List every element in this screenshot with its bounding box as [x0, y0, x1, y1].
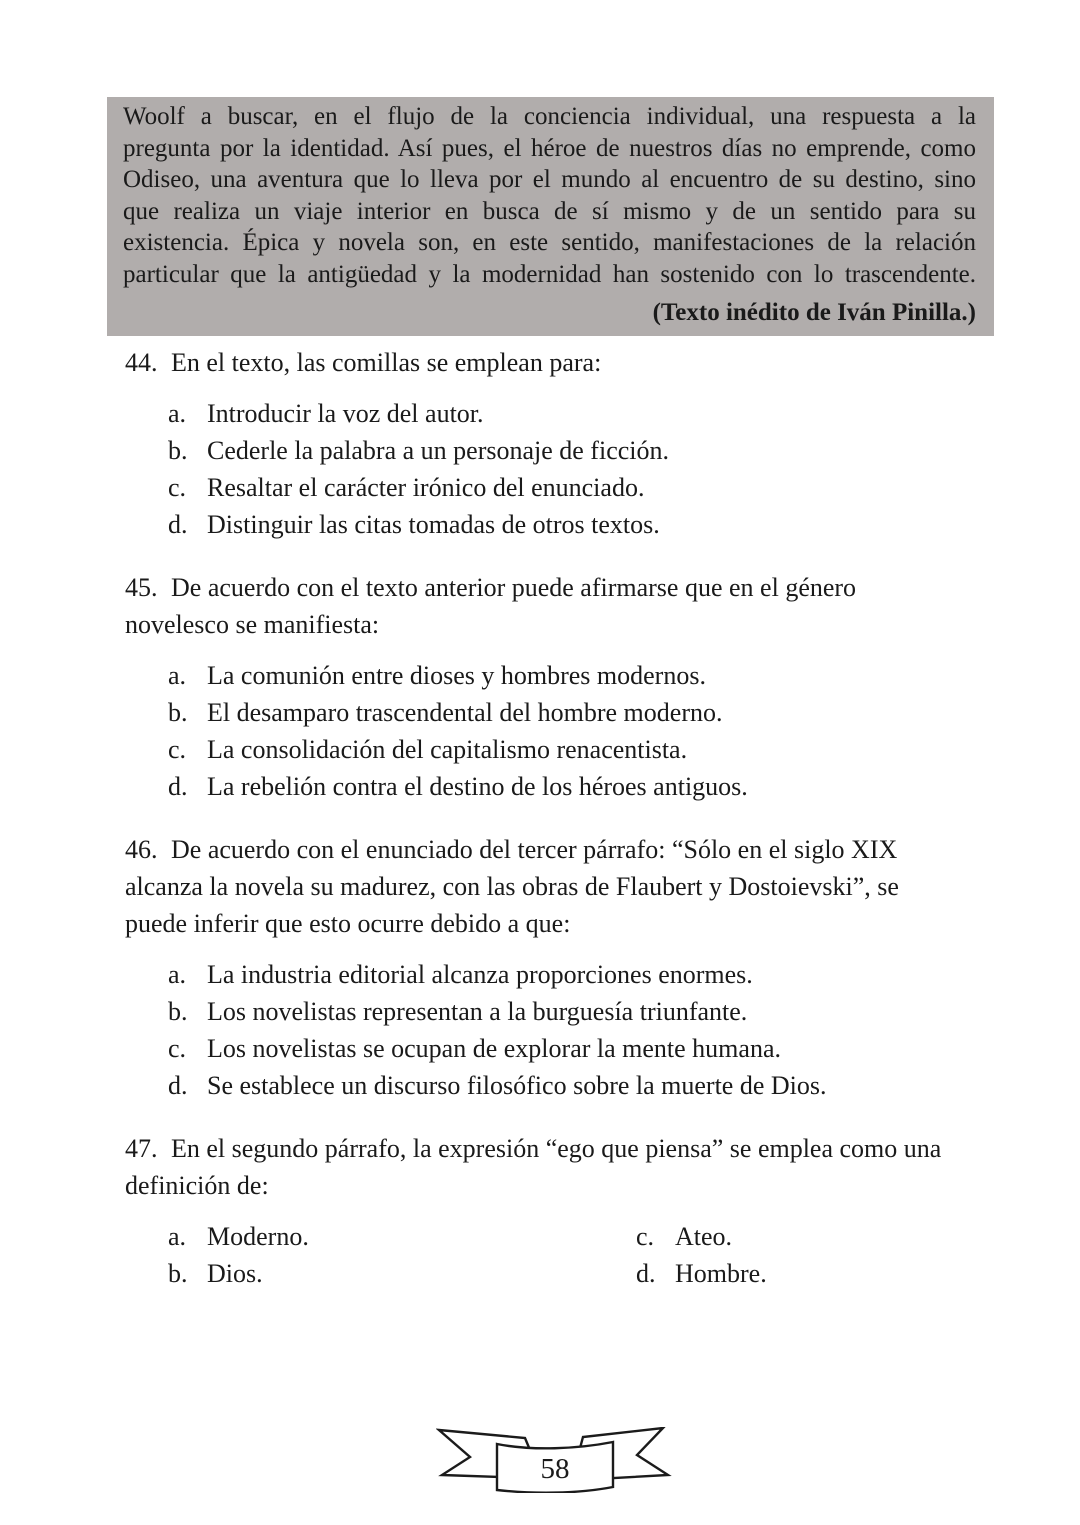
answer-option: [168, 506, 994, 543]
question-stem: [125, 344, 994, 381]
answer-option: [168, 1030, 994, 1067]
question-stem-line: [125, 1130, 994, 1167]
option-text: Introducir la voz del autor.: [207, 399, 484, 428]
option-letter: b.: [168, 698, 188, 727]
question-number: 47.: [125, 1134, 158, 1163]
question-stem-line: [125, 569, 994, 606]
answer-option: [168, 657, 994, 694]
answer-option: [168, 1067, 994, 1104]
option-text: Se establece un discurso filosófico sobre la muerte de Dios.: [207, 1071, 827, 1100]
option-letter: c.: [168, 1034, 187, 1063]
question-stem-text: En el texto, las comillas se emplean para:: [171, 348, 602, 377]
option-text: La comunión entre dioses y hombres modernos.: [207, 661, 706, 690]
highlight-line: existencia. Épica y novela son, en este sentido, manifestaciones de la relación: [123, 229, 976, 256]
option-text: Cederle la palabra a un personaje de ficción.: [207, 436, 669, 465]
question-stem-text: En el segundo párrafo, la expresión “ego que piensa” se emplea como una: [171, 1134, 942, 1163]
highlight-line: Woolf a buscar, en el flujo de la conciencia individual, una respuesta a la: [123, 103, 976, 130]
question-stem-line: [125, 344, 994, 381]
highlight-line: particular que la antigüedad y la modernidad han sostenido con lo trascendente.: [123, 260, 976, 288]
options-list: [168, 956, 994, 1104]
highlight-line: Odiseo, una aventura que lo lleva por el mundo al encuentro de su destino, sino: [123, 166, 976, 193]
answer-option: [168, 1255, 636, 1292]
question-stem-text: De acuerdo con el texto anterior puede afirmarse que en el género: [171, 573, 857, 602]
answer-option: [168, 432, 994, 469]
option-letter: d.: [168, 1071, 188, 1100]
question-stem-line: [125, 831, 994, 868]
highlight-lines: [123, 101, 976, 290]
answer-option: [168, 956, 994, 993]
question-stem: [125, 569, 994, 643]
questions: [107, 344, 994, 1292]
answer-option: [168, 1218, 636, 1255]
passage-attribution: (Texto inédito de Iván Pinilla.): [652, 299, 976, 326]
answer-option: [168, 395, 994, 432]
option-letter: c.: [168, 735, 187, 764]
options-list: [168, 657, 994, 805]
option-text: La consolidación del capitalismo renacentista.: [207, 735, 688, 764]
option-letter: b.: [168, 436, 188, 465]
option-letter: a.: [168, 399, 187, 428]
question-number: 45.: [125, 573, 158, 602]
option-text: Moderno.: [207, 1222, 309, 1251]
answer-option: [636, 1255, 994, 1292]
question-stem-line: definición de:: [125, 1171, 269, 1200]
option-text: Resaltar el carácter irónico del enunciado.: [207, 473, 645, 502]
highlighted-passage: [107, 97, 994, 336]
option-letter: a.: [168, 1222, 187, 1251]
option-text: Los novelistas representan a la burguesía triunfante.: [207, 997, 748, 1026]
answer-option: [636, 1218, 994, 1255]
option-letter: a.: [168, 661, 187, 690]
page-number-ribbon: [436, 1427, 672, 1493]
page-number: 58: [540, 1453, 570, 1485]
options-list: [168, 395, 994, 543]
option-text: La rebelión contra el destino de los héroes antiguos.: [207, 772, 748, 801]
option-text: La industria editorial alcanza proporciones enormes.: [207, 960, 753, 989]
question-stem: [125, 831, 994, 942]
question-44: [125, 344, 994, 543]
option-text: Dios.: [207, 1259, 263, 1288]
option-letter: d.: [168, 510, 188, 539]
option-text: Distinguir las citas tomadas de otros textos.: [207, 510, 660, 539]
question-number: 46.: [125, 835, 158, 864]
question-stem-line: alcanza la novela su madurez, con las obras de Flaubert y Dostoievski”, se: [125, 872, 899, 901]
question-45: [125, 569, 994, 805]
option-text: El desamparo trascendental del hombre moderno.: [207, 698, 723, 727]
question-47: [125, 1130, 994, 1292]
option-letter: a.: [168, 960, 187, 989]
question-stem-text: De acuerdo con el enunciado del tercer párrafo: “Sólo en el siglo XIX: [171, 835, 898, 864]
page-content: [107, 97, 994, 1292]
option-text: Hombre.: [675, 1259, 767, 1288]
answer-option: [168, 768, 994, 805]
option-letter: b.: [168, 997, 188, 1026]
option-letter: b.: [168, 1259, 188, 1288]
option-letter: d.: [168, 772, 188, 801]
answer-option: [168, 993, 994, 1030]
question-stem-line: puede inferir que esto ocurre debido a que:: [125, 909, 571, 938]
option-text: Los novelistas se ocupan de explorar la mente humana.: [207, 1034, 781, 1063]
question-number: 44.: [125, 348, 158, 377]
option-letter: d.: [636, 1259, 656, 1288]
option-letter: c.: [168, 473, 187, 502]
option-text: Ateo.: [675, 1222, 733, 1251]
question-46: [125, 831, 994, 1104]
options-list: [168, 1218, 994, 1292]
option-letter: c.: [636, 1222, 655, 1251]
answer-option: [168, 694, 994, 731]
answer-option: [168, 731, 994, 768]
answer-option: [168, 469, 994, 506]
question-stem-line: novelesco se manifiesta:: [125, 610, 380, 639]
highlight-line: que realiza un viaje interior en busca de sí mismo y de un sentido para su: [123, 197, 976, 225]
highlight-line: pregunta por la identidad. Así pues, el héroe de nuestros días no emprende, como: [123, 134, 976, 162]
question-stem: [125, 1130, 994, 1204]
